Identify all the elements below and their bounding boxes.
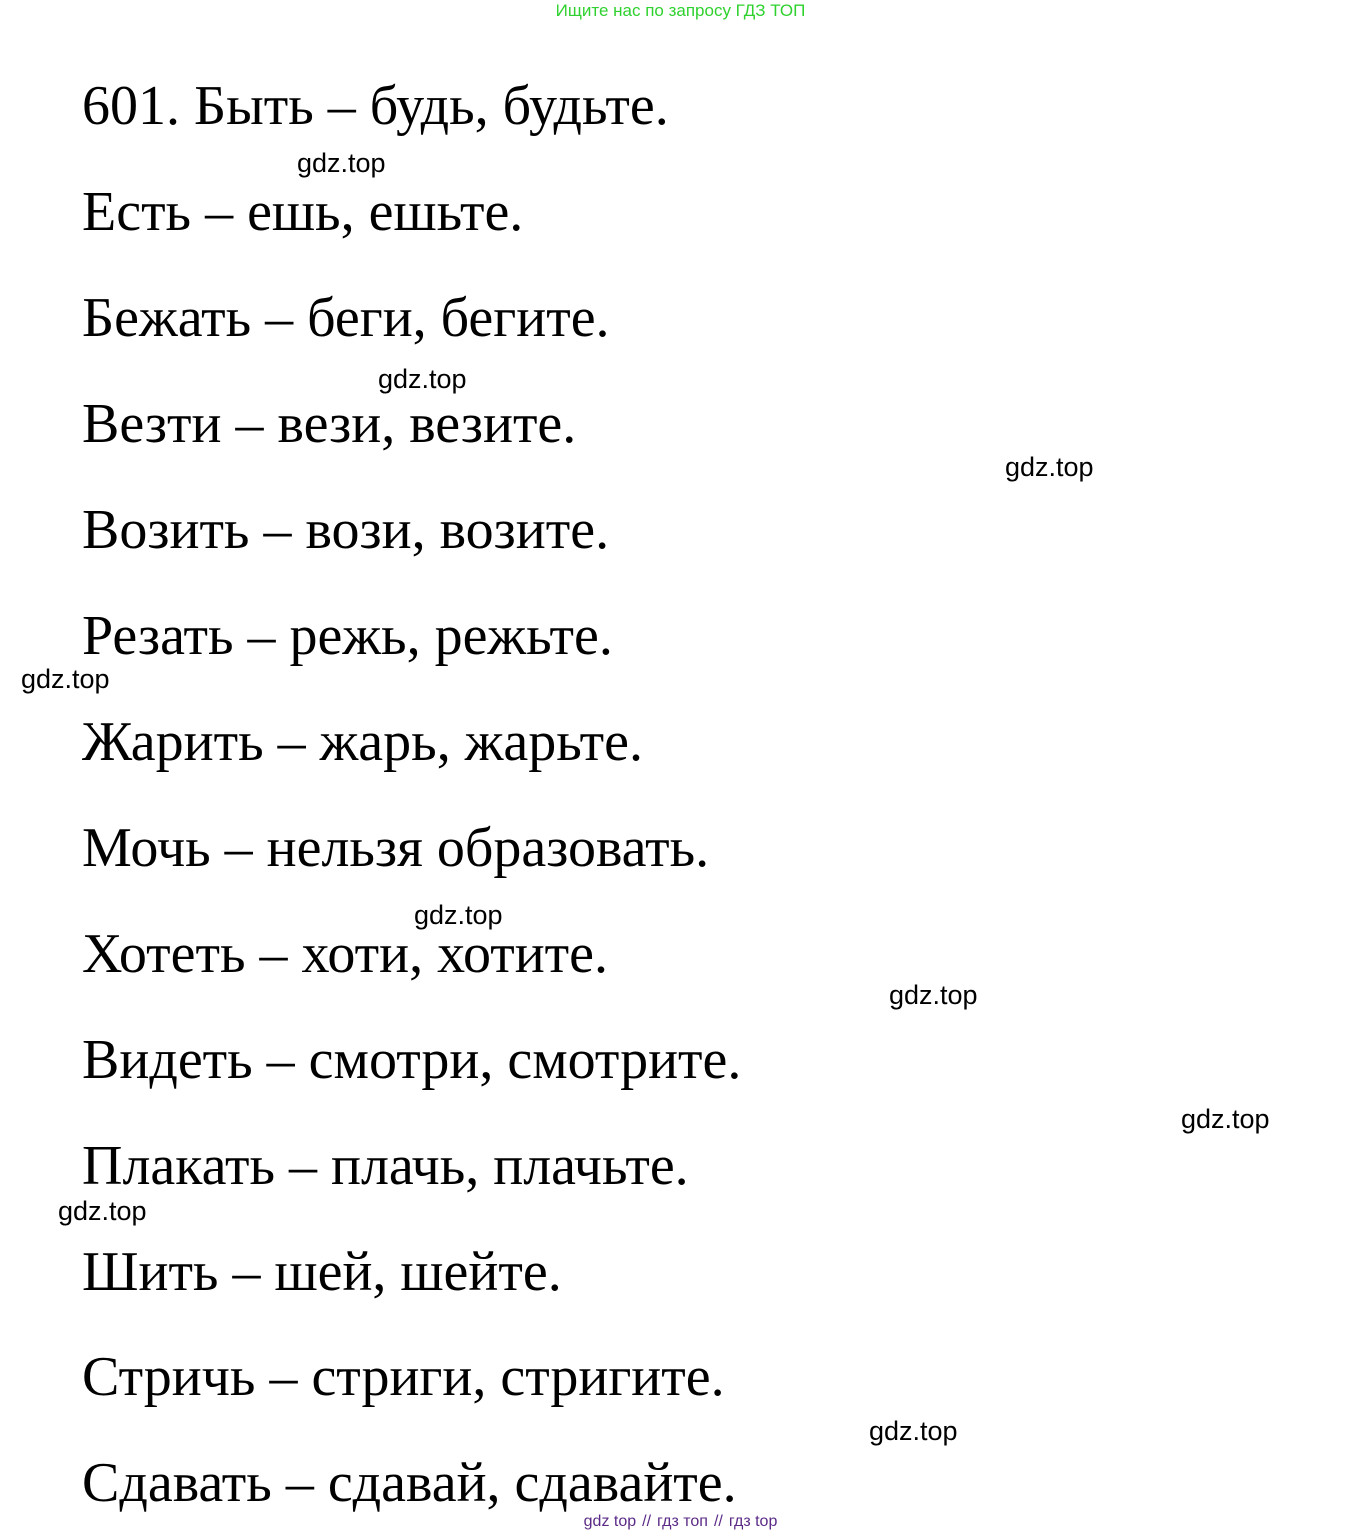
answer-line-2: Есть – ешь, ешьте.	[82, 181, 524, 243]
footer-part: гдз топ	[657, 1513, 708, 1530]
answer-line-14: Сдавать – сдавай, сдавайте.	[82, 1452, 737, 1514]
footer-separator: //	[713, 1513, 723, 1530]
footer-separator: //	[642, 1513, 652, 1530]
answer-line-10: Видеть – смотри, смотрите.	[82, 1029, 742, 1091]
answer-line-5: Возить – вози, возите.	[82, 499, 610, 561]
answer-line-4: Везти – вези, везите.	[82, 393, 577, 455]
watermark: gdz.top	[889, 980, 978, 1010]
search-banner: Ищите нас по запросу ГДЗ ТОП	[555, 1, 806, 20]
answer-line-11: Плакать – плачь, плачьте.	[82, 1135, 689, 1197]
answer-line-1: 601. Быть – будь, будьте.	[82, 75, 669, 137]
answer-line-13: Стричь – стриги, стригите.	[82, 1346, 725, 1408]
watermark: gdz.top	[869, 1416, 958, 1446]
watermark: gdz.top	[297, 148, 386, 178]
watermark: gdz.top	[1005, 452, 1094, 482]
watermark: gdz.top	[58, 1196, 147, 1226]
answer-line-7: Жарить – жарь, жарьте.	[82, 711, 643, 773]
answer-line-3: Бежать – беги, бегите.	[82, 287, 610, 349]
footer-watermark	[0, 1512, 1361, 1532]
watermark: gdz.top	[378, 364, 467, 394]
answer-line-8: Мочь – нельзя образовать.	[82, 817, 710, 879]
footer-part: gdz top	[583, 1513, 637, 1530]
watermark: gdz.top	[414, 900, 503, 930]
footer-part: гдз top	[728, 1513, 778, 1530]
watermark: gdz.top	[1181, 1104, 1270, 1134]
answer-line-9: Хотеть – хоти, хотите.	[82, 923, 608, 985]
watermark: gdz.top	[21, 664, 110, 694]
answer-line-12: Шить – шей, шейте.	[82, 1241, 562, 1303]
answer-line-6: Резать – режь, режьте.	[82, 605, 613, 667]
